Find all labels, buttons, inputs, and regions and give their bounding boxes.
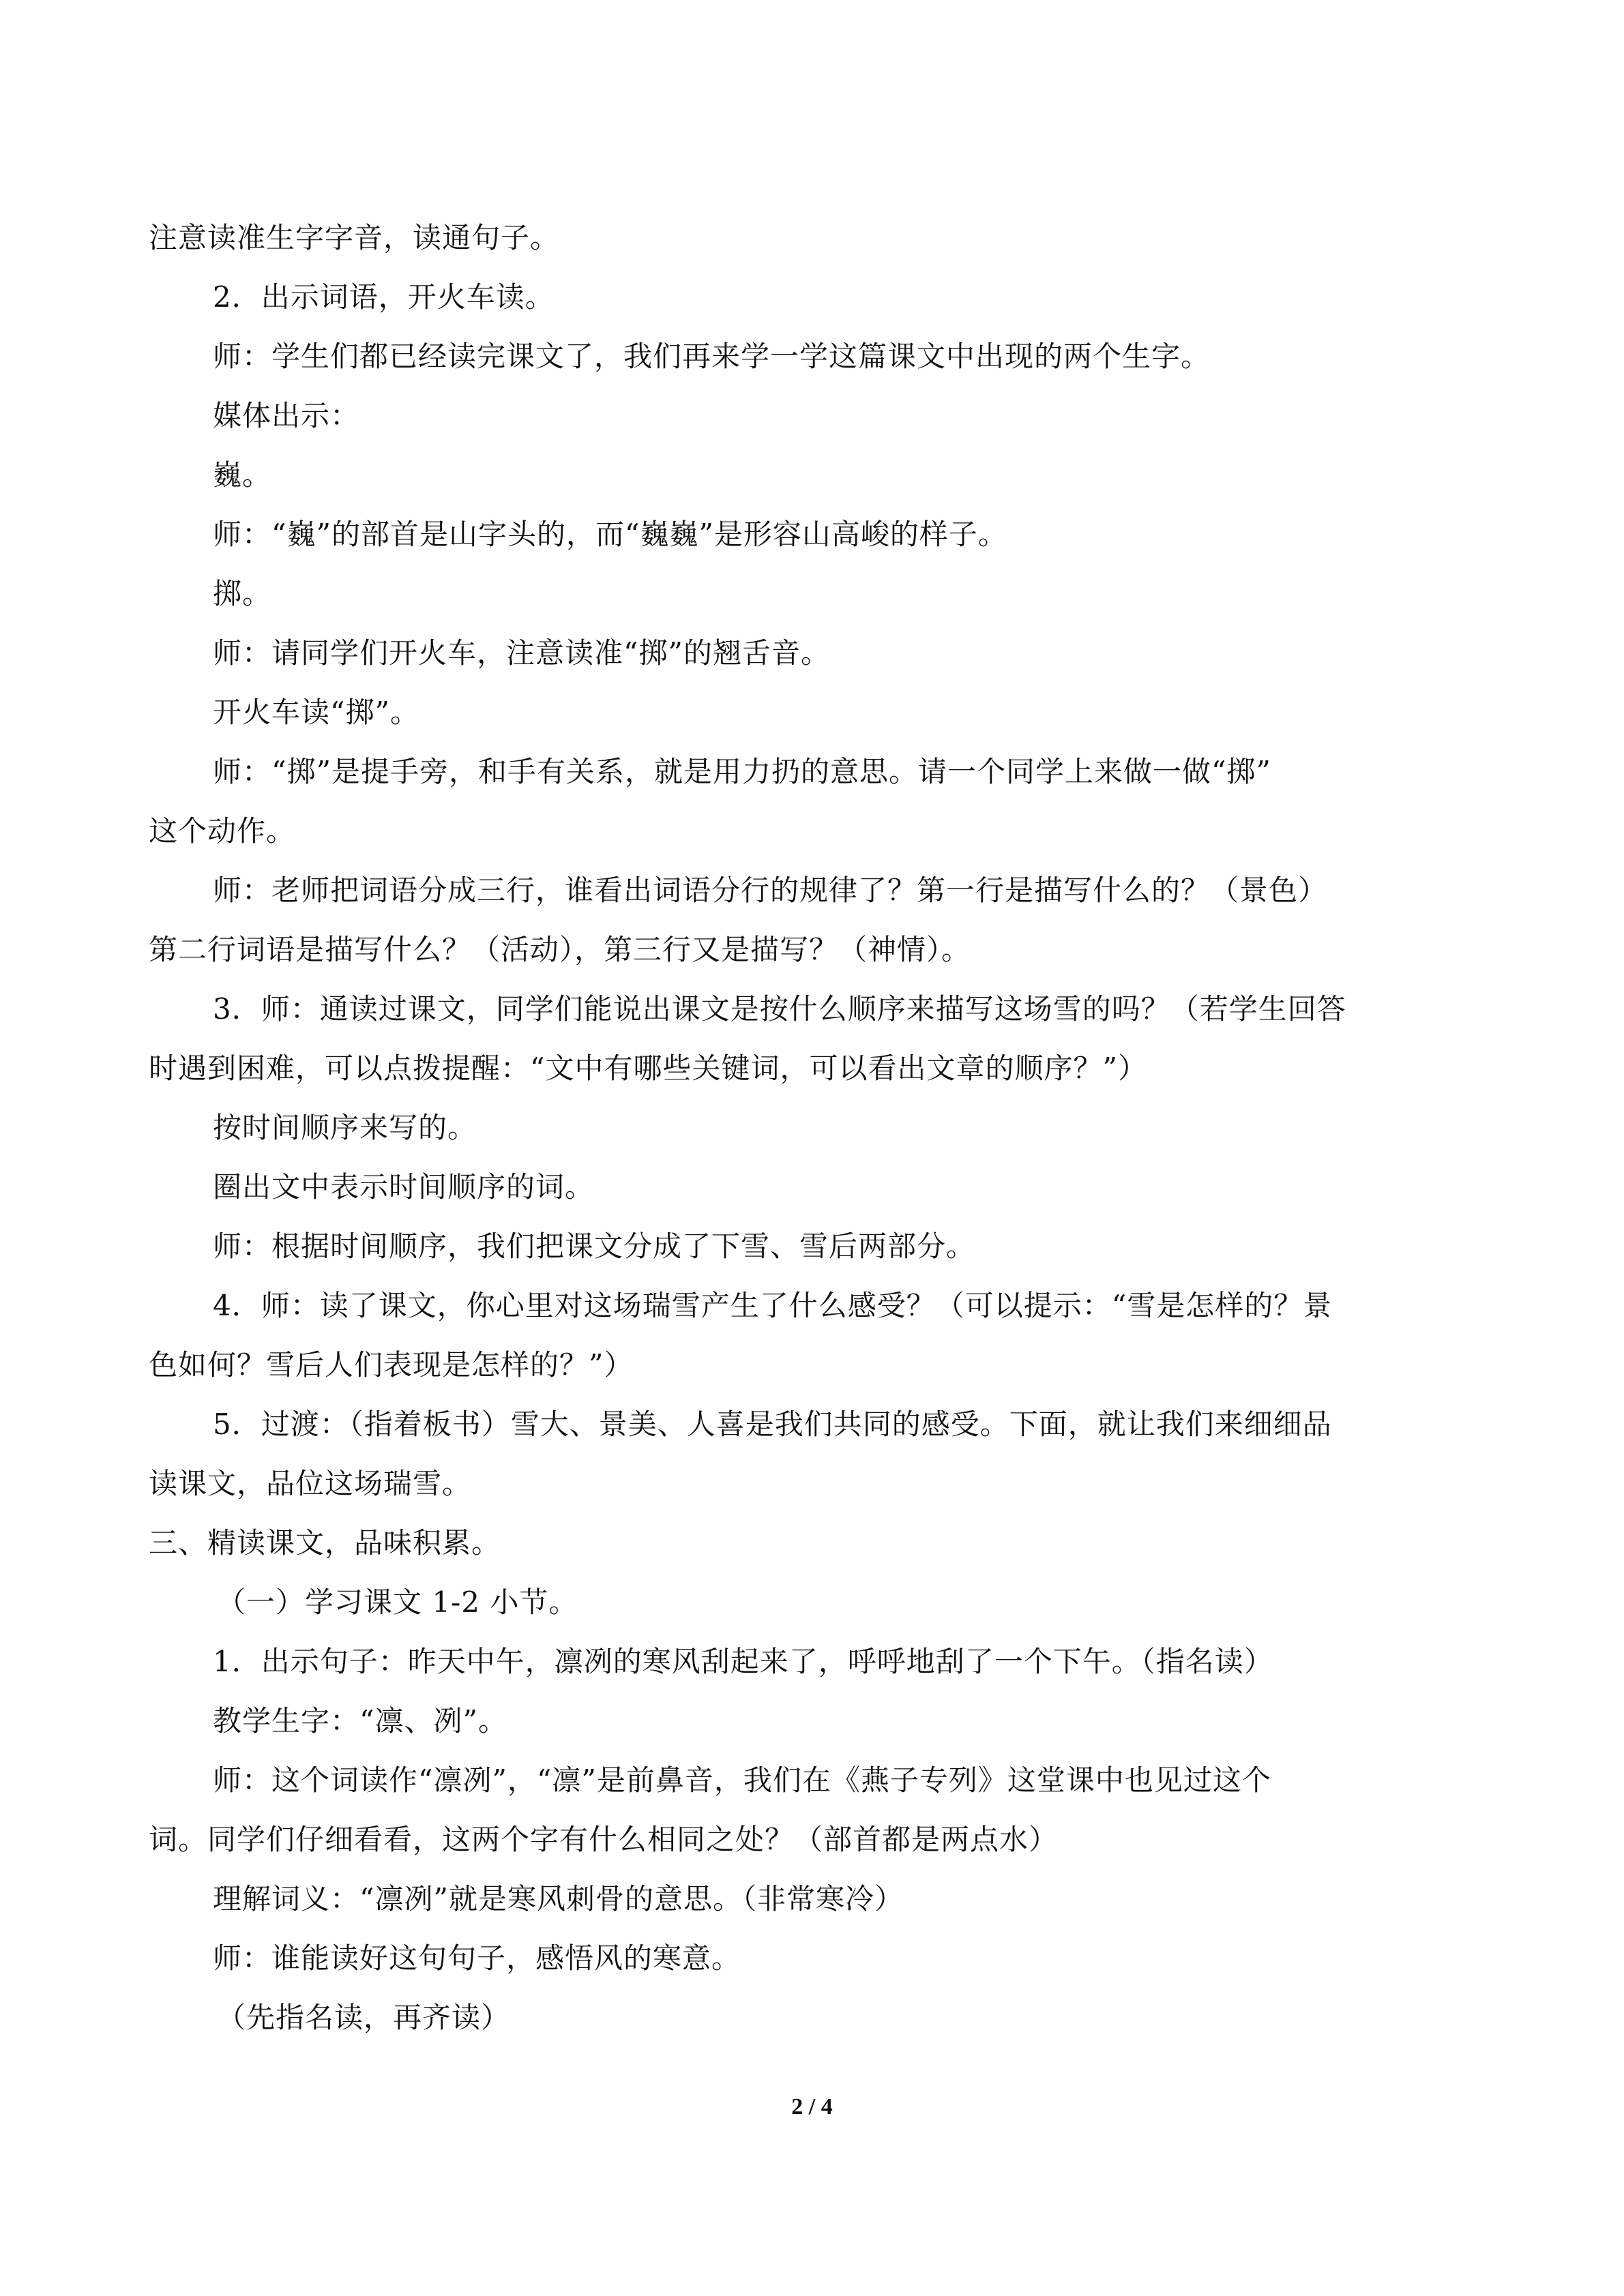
- text-line: 理解词义：“凛冽”就是寒风刺骨的意思。（非常寒冷）: [213, 1882, 904, 1915]
- text-line: 时遇到困难，可以点拨提醒：“文中有哪些关键词，可以看出文章的顺序？”）: [149, 1052, 1147, 1085]
- text-line: 巍。: [213, 458, 272, 492]
- text-line: 色如何？雪后人们表现是怎样的？”）: [149, 1348, 634, 1382]
- text-line: 4．师：读了课文，你心里对这场瑞雪产生了什么感受？（可以提示：“雪是怎样的？景: [213, 1289, 1333, 1322]
- text-line: 1．出示句子：昨天中午，凛冽的寒风刮起来了，呼呼地刮了一个下午。（指名读）: [213, 1645, 1273, 1678]
- text-line: 师：这个词读作“凛冽”，“凛”是前鼻音，我们在《燕子专列》这堂课中也见过这个: [213, 1763, 1271, 1797]
- text-line: 师：谁能读好这句句子，感悟风的寒意。: [213, 1941, 741, 1975]
- text-line: 掷。: [213, 577, 272, 610]
- document-body: [149, 208, 1486, 2047]
- text-line: 注意读准生字字音，读通句子。: [149, 221, 560, 254]
- text-line: 圈出文中表示时间顺序的词。: [213, 1170, 595, 1204]
- text-line: 教学生字：“凛、冽”。: [213, 1704, 507, 1738]
- text-line: 师：学生们都已经读完课文了，我们再来学一学这篇课文中出现的两个生字。: [213, 340, 1211, 373]
- text-line: 这个动作。: [149, 814, 296, 848]
- text-line: （一）学习课文 1-2 小节。: [217, 1585, 578, 1619]
- text-line: 师：“巍”的部首是山字头的，而“巍巍”是形容山高峻的样子。: [213, 518, 1007, 551]
- text-line: 按时间顺序来写的。: [213, 1111, 477, 1144]
- text-line: 词。同学们仔细看看，这两个字有什么相同之处？（部首都是两点水）: [149, 1823, 1059, 1856]
- text-line: 5．过渡：（指着板书）雪大、景美、人喜是我们共同的感受。下面，就让我们来细细品: [213, 1407, 1332, 1441]
- page-number: 2 / 4: [791, 2094, 833, 2119]
- text-line: 师：请同学们开火车，注意读准“掷”的翘舌音。: [213, 636, 830, 670]
- text-line: 师：老师把词语分成三行，谁看出词语分行的规律了？第一行是描写什么的？（景色）: [213, 874, 1328, 907]
- text-line: 2．出示词语，开火车读。: [213, 280, 555, 314]
- text-line: 师：根据时间顺序，我们把课文分成了下雪、雪后两部分。: [213, 1229, 976, 1263]
- text-line: 第二行词语是描写什么？（活动），第三行又是描写？（神情）。: [149, 933, 971, 966]
- text-line: 师：“掷”是提手旁，和手有关系，就是用力扔的意思。请一个同学上来做一做“掷”: [213, 755, 1271, 788]
- text-line: 开火车读“掷”。: [213, 696, 419, 729]
- text-line: 媒体出示：: [213, 399, 360, 432]
- text-line: （先指名读，再齐读）: [217, 2001, 511, 2034]
- text-line: 三、精读课文，品味积累。: [149, 1526, 501, 1560]
- text-line: 读课文，品位这场瑞雪。: [149, 1467, 472, 1500]
- text-line: 3．师：通读过课文，同学们能说出课文是按什么顺序来描写这场雪的吗？（若学生回答: [213, 992, 1346, 1026]
